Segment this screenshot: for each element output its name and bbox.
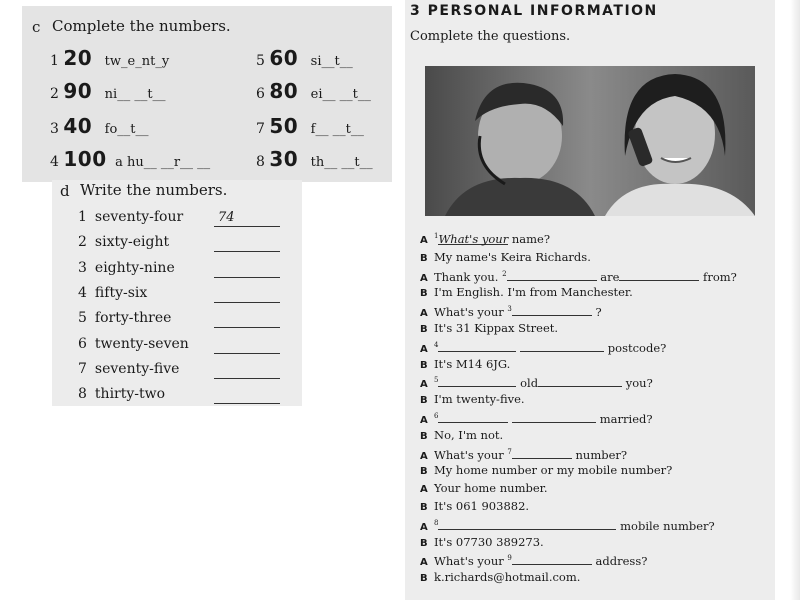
c-item-8 bbox=[256, 147, 373, 171]
dialogue-text: What's your bbox=[434, 305, 508, 319]
speaker-label: B bbox=[420, 502, 428, 513]
dialogue-text: It's 061 903882. bbox=[434, 499, 530, 513]
c-item-1 bbox=[50, 46, 169, 70]
section-d-letter: d bbox=[60, 182, 70, 200]
answer-blank[interactable]: What's your bbox=[438, 232, 509, 246]
dialogue-text: What's your bbox=[434, 554, 508, 568]
dialogue-line-15 bbox=[420, 481, 548, 495]
speaker-label: A bbox=[420, 308, 428, 319]
dialogue-text: No, I'm not. bbox=[434, 428, 504, 442]
numeral: 50 bbox=[269, 114, 299, 138]
answer-blank[interactable] bbox=[619, 268, 699, 281]
speaker-label: B bbox=[420, 324, 428, 335]
item-number: 4 bbox=[78, 285, 87, 301]
dialogue-line-9 bbox=[420, 374, 653, 390]
answer-blank[interactable] bbox=[512, 446, 572, 459]
dialogue-line-2 bbox=[420, 250, 591, 264]
item-number: 1 bbox=[50, 53, 59, 69]
number-words: seventy-four bbox=[94, 209, 184, 225]
item-number: 8 bbox=[256, 154, 265, 170]
number-words: fifty-six bbox=[94, 285, 148, 301]
item-number: 8 bbox=[78, 386, 87, 402]
speaker-label: A bbox=[420, 451, 428, 462]
item-number: 7 bbox=[256, 121, 265, 137]
answer-blank[interactable] bbox=[214, 403, 280, 404]
dialogue-text: married? bbox=[596, 412, 653, 426]
number-words: sixty-eight bbox=[94, 234, 170, 250]
item-number: 1 bbox=[78, 209, 87, 225]
item-number: 6 bbox=[78, 336, 87, 352]
speaker-label: B bbox=[420, 288, 428, 299]
numeral: 90 bbox=[63, 79, 93, 103]
gap-number: 3 bbox=[507, 305, 512, 314]
word-gap: ei__ __t__ bbox=[310, 87, 371, 102]
dialogue-text: number? bbox=[571, 448, 628, 462]
item-number: 3 bbox=[50, 121, 59, 137]
answer-blank[interactable] bbox=[438, 410, 508, 423]
dialogue-line-10 bbox=[420, 392, 525, 406]
d-item-8 bbox=[78, 386, 165, 402]
answer-blank[interactable] bbox=[512, 303, 592, 316]
d-item-1 bbox=[78, 209, 183, 225]
dialogue-text: you? bbox=[622, 376, 653, 390]
answer-text: 74 bbox=[218, 210, 235, 225]
d-item-5 bbox=[78, 310, 171, 326]
word-gap: fo__t__ bbox=[104, 122, 149, 137]
number-words: forty-three bbox=[94, 310, 172, 326]
answer-blank[interactable] bbox=[438, 374, 516, 387]
c-item-4 bbox=[50, 147, 210, 171]
d-item-3 bbox=[78, 260, 175, 276]
speaker-label: B bbox=[420, 538, 428, 549]
dialogue-line-18 bbox=[420, 535, 544, 549]
answer-blank[interactable] bbox=[214, 302, 280, 303]
speaker-label: A bbox=[420, 344, 428, 355]
dialogue-line-11 bbox=[420, 410, 653, 426]
speaker-label: B bbox=[420, 253, 428, 264]
dialogue-text: It's M14 6JG. bbox=[434, 357, 511, 371]
speaker-label: A bbox=[420, 379, 428, 390]
speaker-label: A bbox=[420, 484, 428, 495]
numeral: 20 bbox=[63, 46, 93, 70]
dialogue-text: from? bbox=[699, 270, 737, 284]
dialogue-line-1 bbox=[420, 232, 550, 246]
dialogue-text: I'm twenty-five. bbox=[434, 392, 525, 406]
numeral: 30 bbox=[269, 147, 299, 171]
speaker-label: A bbox=[420, 557, 428, 568]
answer-blank[interactable] bbox=[214, 378, 280, 379]
speaker-label: B bbox=[420, 360, 428, 371]
item-number: 5 bbox=[78, 310, 87, 326]
dialogue-text: name? bbox=[508, 232, 551, 246]
c-item-6 bbox=[256, 79, 371, 103]
answer-blank[interactable] bbox=[520, 339, 604, 352]
answer-blank[interactable] bbox=[438, 517, 616, 530]
speaker-label: A bbox=[420, 273, 428, 284]
gap-number: 1 bbox=[434, 232, 439, 241]
gap-number: 9 bbox=[507, 554, 512, 563]
item-number: 5 bbox=[256, 53, 265, 69]
dialogue-line-17 bbox=[420, 517, 715, 533]
number-words: twenty-seven bbox=[94, 336, 189, 352]
dialogue-text: What's your bbox=[434, 448, 508, 462]
dialogue-text: postcode? bbox=[604, 341, 667, 355]
item-number: 6 bbox=[256, 86, 265, 102]
c-item-3 bbox=[50, 114, 149, 138]
dialogue-line-3 bbox=[420, 268, 737, 284]
dialogue-line-4 bbox=[420, 285, 633, 299]
answer-blank[interactable] bbox=[214, 353, 280, 354]
answer-blank[interactable] bbox=[214, 251, 280, 252]
speaker-label: A bbox=[420, 415, 428, 426]
photo-illustration bbox=[425, 66, 755, 216]
speaker-label: A bbox=[420, 235, 428, 246]
gap-number: 8 bbox=[434, 519, 439, 528]
word-gap: ni__ __t__ bbox=[104, 87, 166, 102]
answer-blank[interactable] bbox=[538, 374, 622, 387]
d-item-2 bbox=[78, 234, 169, 250]
dialogue-text: Thank you. bbox=[434, 270, 503, 284]
dialogue-line-19 bbox=[420, 552, 647, 568]
numeral: 40 bbox=[63, 114, 93, 138]
item-number: 2 bbox=[50, 86, 59, 102]
dialogue-text: My name's Keira Richards. bbox=[434, 250, 591, 264]
gap-number: 5 bbox=[434, 376, 439, 385]
answer-blank[interactable] bbox=[507, 268, 597, 281]
answer-blank[interactable] bbox=[214, 226, 280, 227]
answer-blank[interactable] bbox=[214, 277, 280, 278]
section-c-letter: c bbox=[32, 18, 41, 36]
numeral: 60 bbox=[269, 46, 299, 70]
dialogue-line-5 bbox=[420, 303, 602, 319]
item-number: 7 bbox=[78, 361, 87, 377]
dialogue-line-14 bbox=[420, 463, 672, 477]
gap-number: 4 bbox=[434, 341, 439, 350]
dialogue-line-12 bbox=[420, 428, 503, 442]
dialogue-text: Your home number. bbox=[434, 481, 548, 495]
section-d-title: Write the numbers. bbox=[80, 181, 228, 199]
photo-call-center bbox=[425, 66, 755, 216]
dialogue-text: My home number or my mobile number? bbox=[434, 463, 673, 477]
dialogue-text: ? bbox=[591, 305, 602, 319]
c-item-7 bbox=[256, 114, 364, 138]
dialogue-text: It's 07730 389273. bbox=[434, 535, 544, 549]
speaker-label: B bbox=[420, 466, 428, 477]
dialogue-line-16 bbox=[420, 499, 529, 513]
dialogue-text: It's 31 Kippax Street. bbox=[434, 321, 559, 335]
page-edge bbox=[790, 0, 800, 600]
item-number: 4 bbox=[50, 154, 59, 170]
dialogue-line-6 bbox=[420, 321, 558, 335]
answer-blank[interactable] bbox=[512, 552, 592, 565]
dialogue-text: mobile number? bbox=[616, 519, 715, 533]
number-words: thirty-two bbox=[94, 386, 166, 402]
word-gap: f__ __t__ bbox=[310, 122, 364, 137]
number-words: eighty-nine bbox=[94, 260, 175, 276]
speaker-label: B bbox=[420, 573, 428, 584]
numeral: 100 bbox=[63, 147, 107, 171]
dialogue-text: I'm English. I'm from Manchester. bbox=[434, 285, 633, 299]
answer-blank[interactable] bbox=[214, 327, 280, 328]
gap-number: 6 bbox=[434, 412, 439, 421]
section-3-instruction: Complete the questions. bbox=[410, 29, 571, 44]
gap-number: 2 bbox=[502, 270, 507, 279]
d-item-7 bbox=[78, 361, 179, 377]
dialogue-line-13 bbox=[420, 446, 627, 462]
speaker-label: B bbox=[420, 395, 428, 406]
dialogue-text: are bbox=[596, 270, 620, 284]
word-gap: si__t__ bbox=[310, 54, 353, 69]
item-number: 3 bbox=[78, 260, 87, 276]
word-gap: th__ __t__ bbox=[310, 155, 373, 170]
section-3-heading: 3 PERSONAL INFORMATION bbox=[410, 3, 658, 19]
gap-number: 7 bbox=[507, 448, 512, 457]
dialogue-line-20 bbox=[420, 570, 580, 584]
d-item-6 bbox=[78, 336, 189, 352]
word-gap: tw_e_nt_y bbox=[104, 54, 170, 69]
dialogue-text: old bbox=[516, 376, 539, 390]
dialogue-text: k.richards@hotmail.com. bbox=[434, 570, 581, 584]
dialogue-text: address? bbox=[591, 554, 648, 568]
speaker-label: B bbox=[420, 431, 428, 442]
answer-blank[interactable] bbox=[438, 339, 516, 352]
item-number: 2 bbox=[78, 234, 87, 250]
c-item-5 bbox=[256, 46, 353, 70]
dialogue-line-8 bbox=[420, 357, 510, 371]
dialogue-line-7 bbox=[420, 339, 666, 355]
section-c-title: Complete the numbers. bbox=[52, 17, 231, 35]
c-item-2 bbox=[50, 79, 166, 103]
word-gap: a hu__ __r__ __ bbox=[115, 155, 211, 170]
number-words: seventy-five bbox=[94, 361, 180, 377]
answer-blank[interactable] bbox=[512, 410, 596, 423]
numeral: 80 bbox=[269, 79, 299, 103]
d-item-4 bbox=[78, 285, 147, 301]
speaker-label: A bbox=[420, 522, 428, 533]
